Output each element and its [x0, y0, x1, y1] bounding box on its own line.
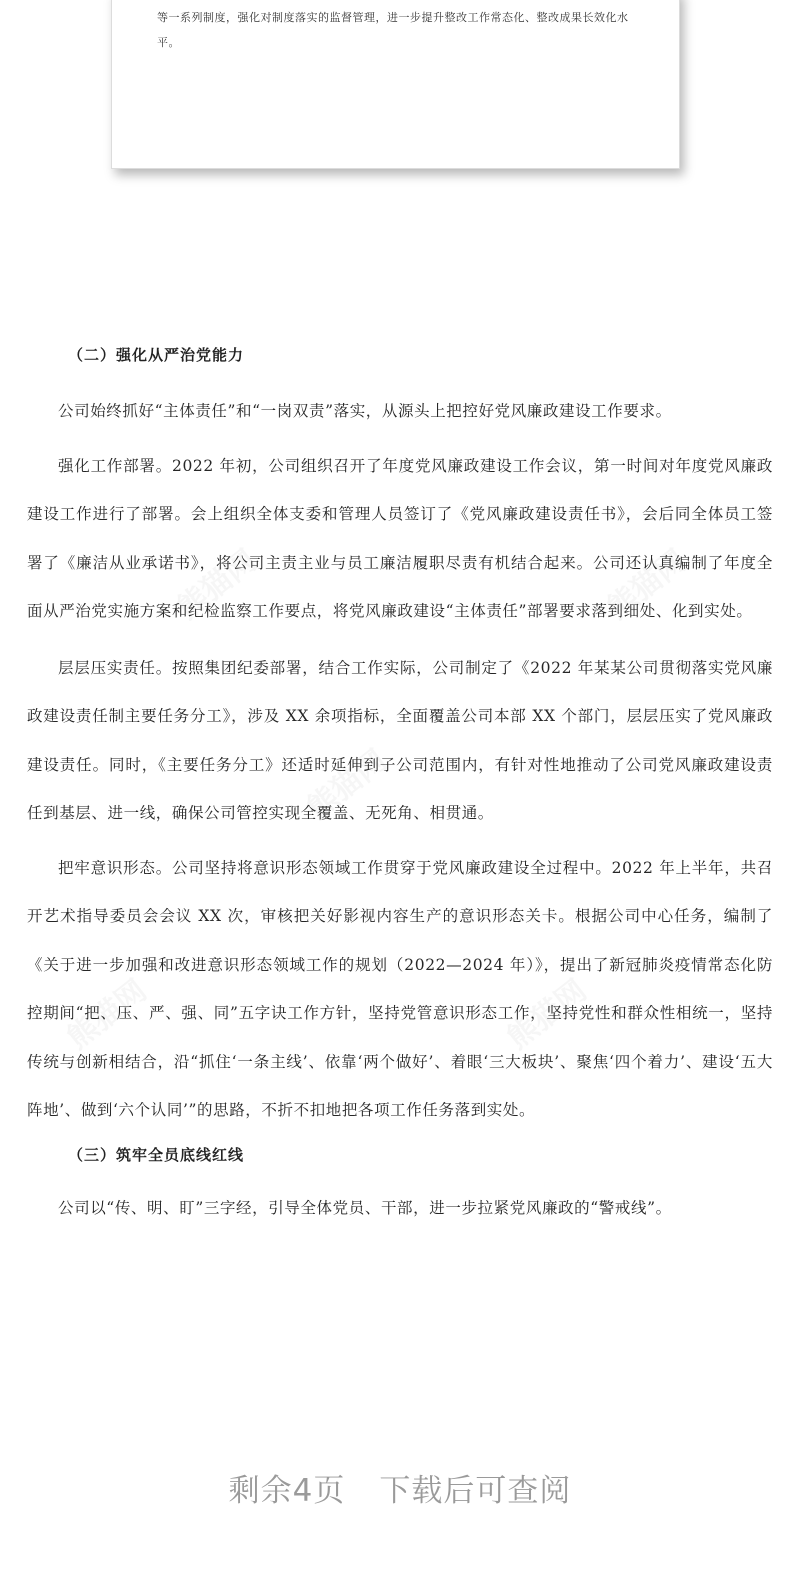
- paragraph-deployment: 强化工作部署。2022 年初，公司组织召开了年度党风廉政建设工作会议，第一时间对年度党风廉政建设工作进行了部署。会上组织全体支委和管理人员签订了《党风廉政建设责任书》，会后同全体员工签署了《廉洁从业承诺书》，将公司主责主业与员工廉洁履职尽责有机结合起来。公司还认真编制了年度全面从严治党实施方案和纪检监察工作要点，将党风廉政建设“主体责任”部署要求落到细处、化到实处。: [27, 456, 773, 620]
- watermark: 熊猫网: [300, 743, 394, 827]
- document-body: [27, 340, 773, 1232]
- remaining-pages-label: 剩余4页: [228, 1473, 346, 1509]
- watermark: 熊猫网: [170, 543, 264, 627]
- paragraph-responsibility: 层层压实责任。按照集团纪委部署，结合工作实际，公司制定了《2022 年某某公司贯彻落实党风廉政建设责任制主要任务分工》，涉及 XX 余项指标，全面覆盖公司本部 XX 个部门，层层压实了党风廉政建设责任。同时，《主要任务分工》还适时延伸到子公司范围内，有针对性地推动了公司党风廉政建设责任到基层、进一线，确保公司管控实现全覆盖、无死角、相贯通。: [27, 658, 773, 822]
- preview-text: [157, 5, 647, 55]
- paragraph-bottom-line: 公司以“传、明、盯”三字经，引导全体党员、干部，进一步拉紧党风廉政的“警戒线”。: [58, 1198, 672, 1217]
- watermark: 熊猫网: [600, 543, 694, 627]
- previous-page-preview: [111, 0, 680, 169]
- watermark: 熊猫网: [500, 973, 594, 1057]
- preview-line-1: 等一系列制度，强化对制度落实的监督管理，进一步提升整改工作常态化、整改成果长效化水: [157, 11, 629, 24]
- download-to-view-label[interactable]: 下载后可查阅: [379, 1473, 572, 1509]
- download-prompt-banner[interactable]: [0, 1465, 800, 1510]
- watermark: 熊猫网: [60, 973, 154, 1057]
- paragraph-ideology: 把牢意识形态。公司坚持将意识形态领域工作贯穿于党风廉政建设全过程中。2022 年上半年，共召开艺术指导委员会会议 XX 次，审核把关好影视内容生产的意识形态关卡。根据公司中心任务，编制了《关于进一步加强和改进意识形态领域工作的规划（2022—2024 年）》，提出了新冠肺炎疫情常态化防控期间“把、压、严、强、同”五字诀工作方针，坚持党管意识形态工作，坚持党性和群众性相统一，坚持传统与创新相结合，沿“抓住‘一条主线’、依靠‘两个做好’、着眼‘三大板块’、聚焦‘四个着力’、建设‘五大阵地’、做到‘六个认同’”的思路，不折不扣地把各项工作任务落到实处。: [27, 858, 773, 1119]
- preview-line-2: 平。: [157, 36, 180, 49]
- paragraph-intro: 公司始终抓好“主体责任”和“一岗双责”落实，从源头上把控好党风廉政建设工作要求。: [58, 402, 672, 420]
- section-heading-2: （二）强化从严治党能力: [68, 346, 245, 364]
- section-heading-3: （三）筑牢全员底线红线: [68, 1145, 245, 1164]
